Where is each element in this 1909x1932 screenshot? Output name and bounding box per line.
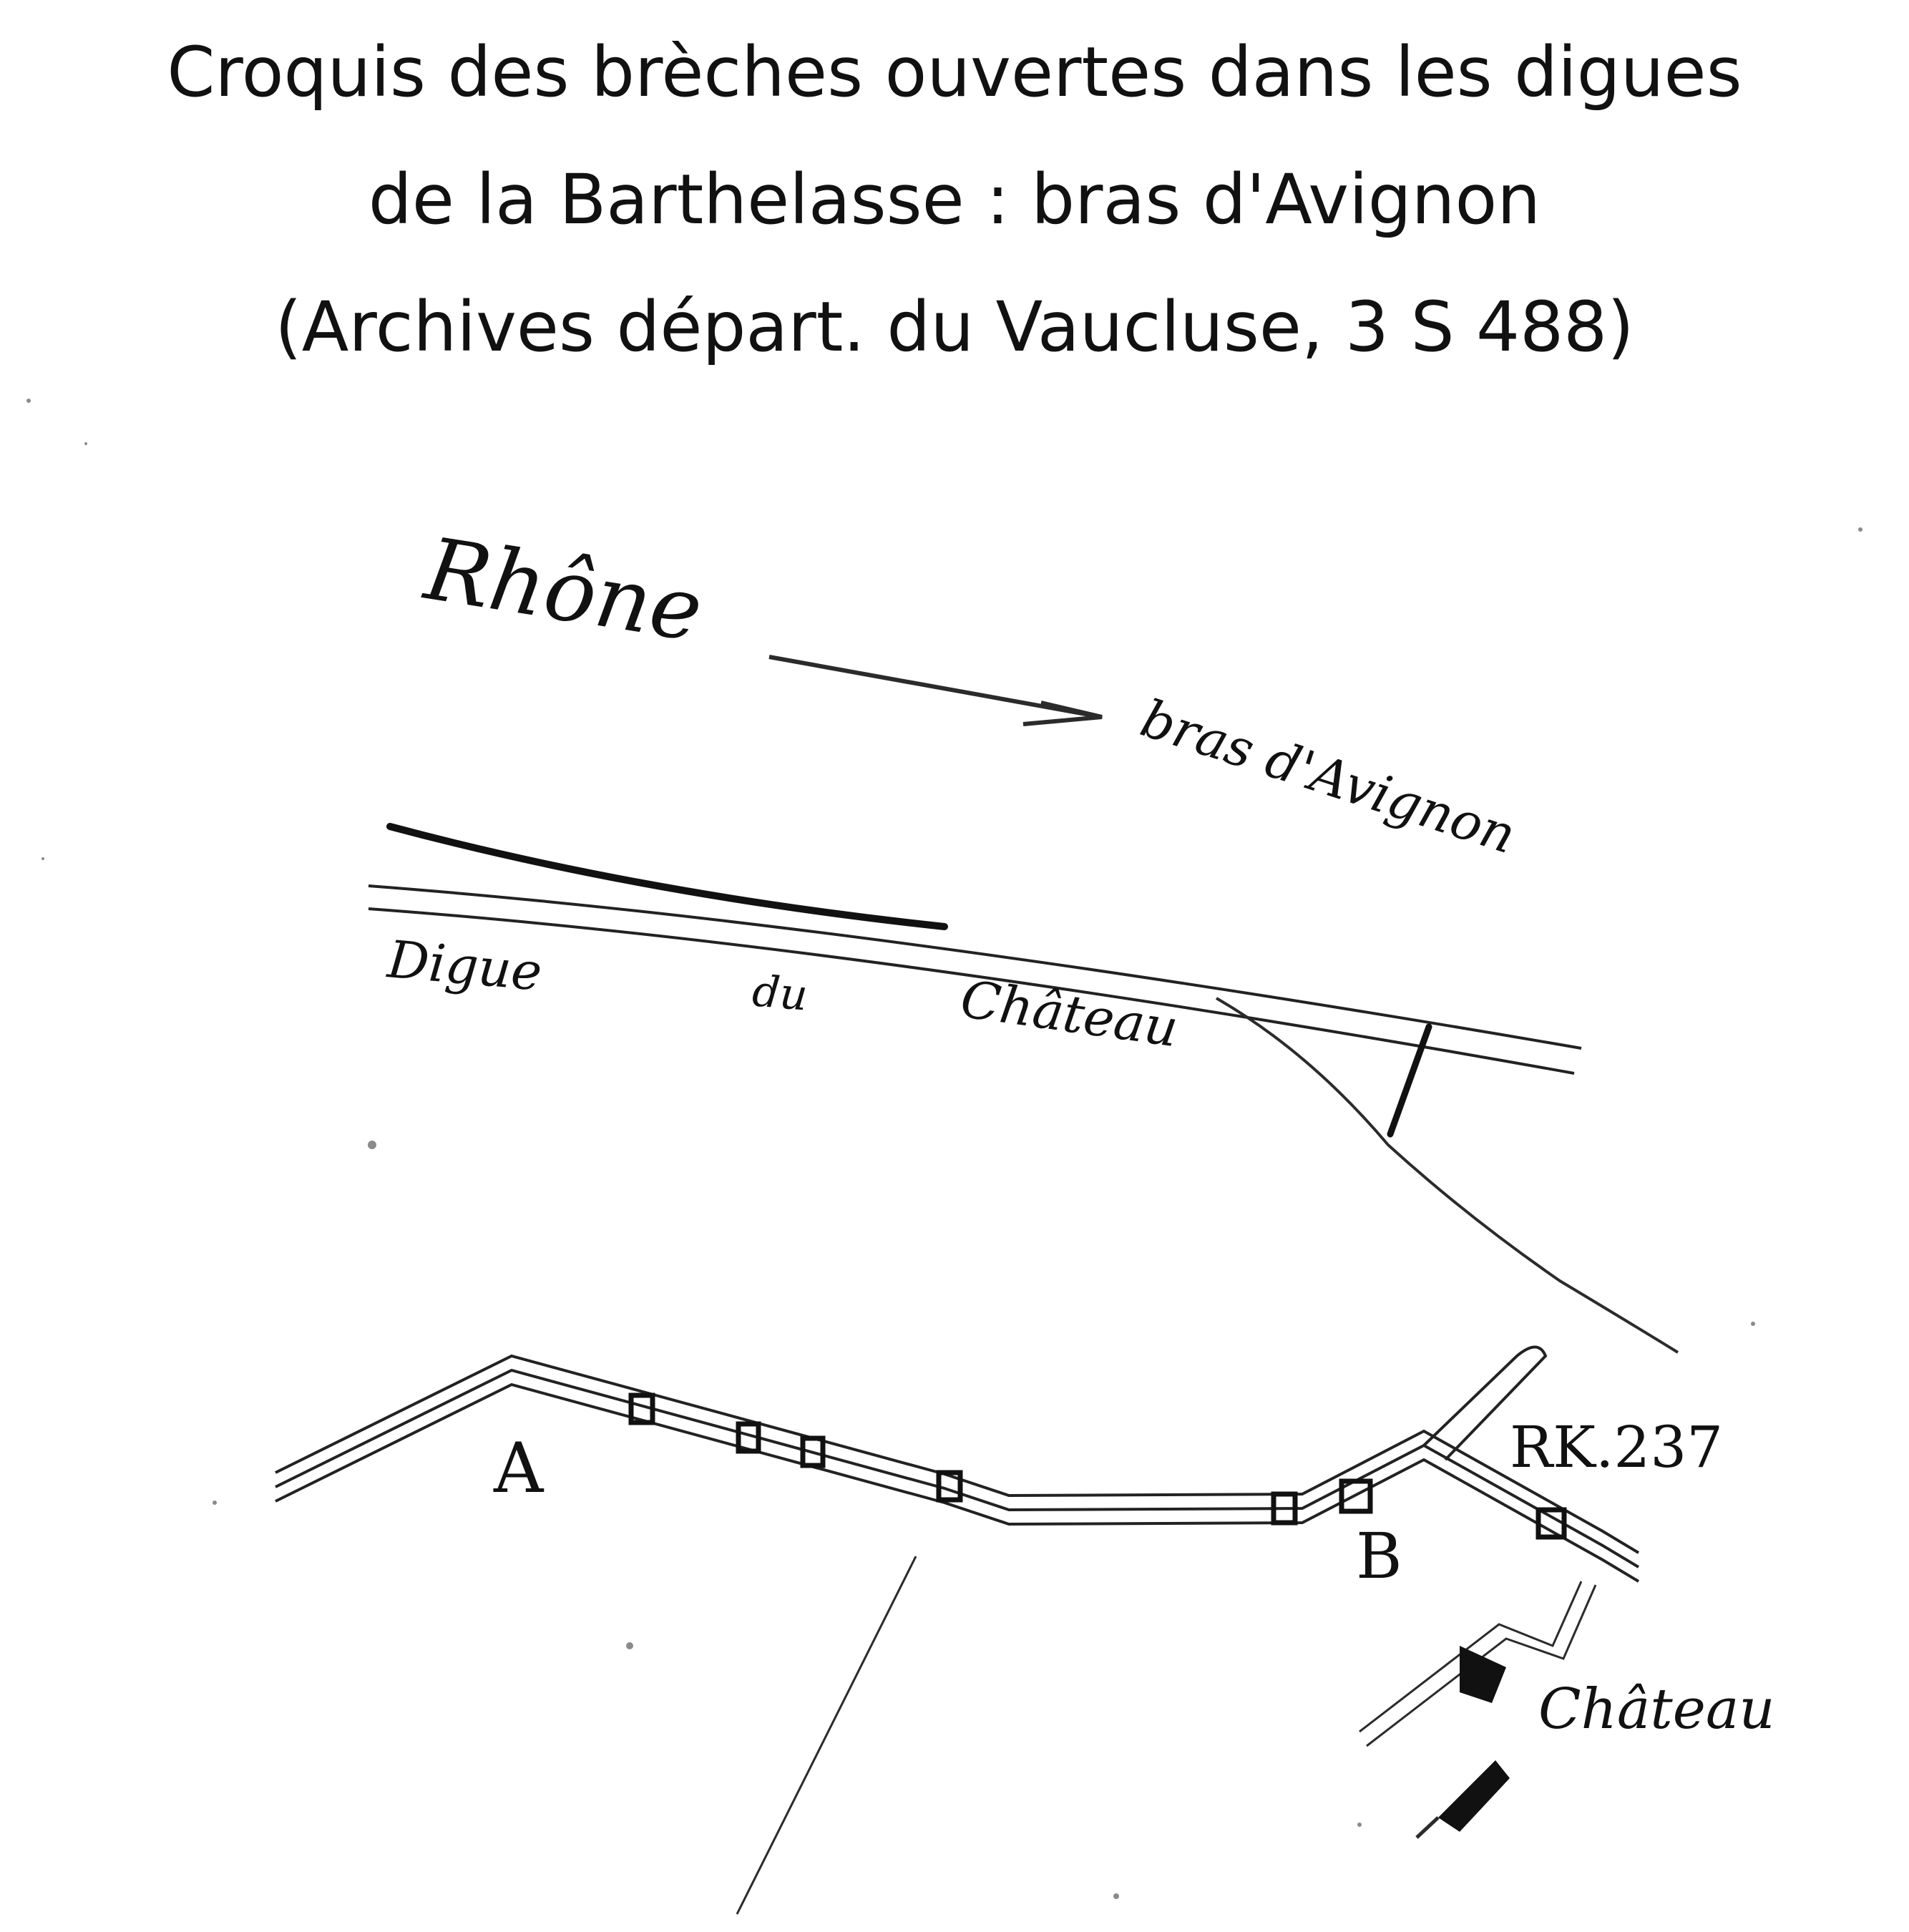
breach-markers [631,1395,1564,1537]
dike-label-word-3: Château [957,968,1182,1059]
sketch-map [0,329,1909,1932]
map-title-line-3: (Archives départ. du Vaucluse, 3 S 488) [275,287,1634,367]
map-title-line-1: Croquis des brèches ouvertes dans les digues [167,32,1742,112]
lower-dike [275,1347,1639,1582]
dike-label-word-1: Digue [385,929,545,1002]
road-marker-label: RK.237 [1510,1414,1724,1480]
structure-line [1417,1818,1438,1838]
castle-building [1460,1646,1506,1703]
point-a-label: A [494,1428,544,1508]
drain-line [737,1556,916,1914]
map-title-line-2: de la Barthelasse : bras d'Avignon [368,160,1541,240]
dike-label-word-2: du [750,966,810,1021]
branch-label: bras d'Avignon [1133,688,1523,866]
castle-label: Château [1538,1677,1775,1742]
paper-speckle [26,399,1862,1899]
riverbank-line [390,826,944,927]
point-b-label: B [1356,1519,1402,1593]
river-label: Rhône [419,519,709,662]
flow-arrow [769,657,1102,724]
hatched-structure [1438,1760,1510,1832]
